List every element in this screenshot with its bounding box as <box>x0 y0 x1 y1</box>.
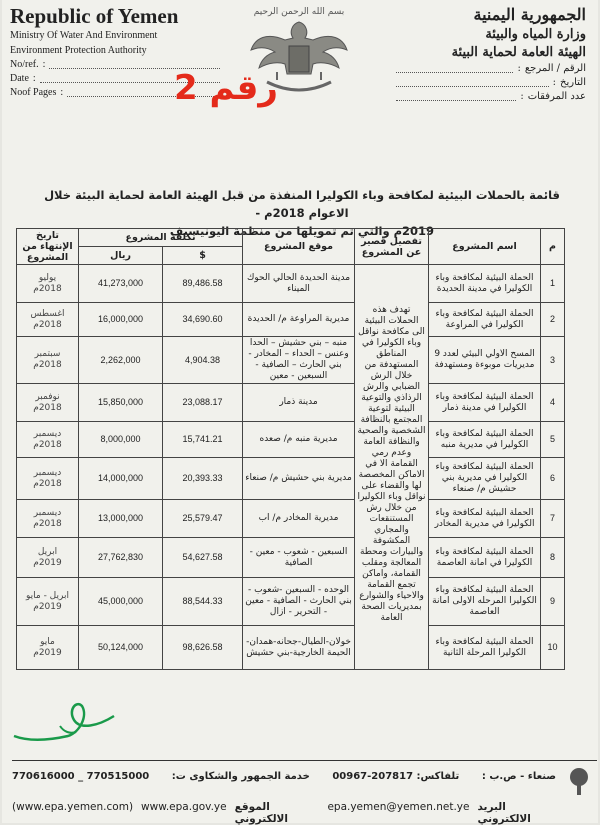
arabic-ministry: وزارة المياه والبيئة <box>485 27 586 42</box>
footer-phones: 770515000 _ 770616000 <box>12 771 150 782</box>
cell-end-date <box>17 458 79 500</box>
svg-text:بسم الله الرحمن الرحيم: بسم الله الرحمن الرحيم <box>253 7 345 17</box>
arabic-letterhead <box>396 4 586 104</box>
cell-no: 4 <box>541 384 565 422</box>
footer-email: epa.yemen@yemen.net.ye <box>327 801 470 813</box>
cell-name: المسح الاولي البيئي لعدد 9 مديريات موبوءة ومستهدفة <box>429 337 541 384</box>
arabic-republic: الجمهورية اليمنية <box>473 5 586 24</box>
table-row <box>17 265 565 303</box>
end-year: 2019م <box>33 647 62 658</box>
cell-yer: 45,000,000 <box>79 578 163 626</box>
cell-yer: 8,000,000 <box>79 422 163 458</box>
cell-name: الحملة البيئية لمكافحة وباء الكوليرا في مديرية المخادر <box>429 500 541 538</box>
cell-usd: 98,626.58 <box>163 626 243 670</box>
arabic-authority: الهيئة العامة لحماية البيئة <box>451 45 586 60</box>
cell-end-date <box>17 265 79 303</box>
cell-end-date <box>17 303 79 337</box>
end-month: نوفمبر <box>35 391 60 402</box>
cell-no: 10 <box>541 626 565 670</box>
cell-yer: 41,273,000 <box>79 265 163 303</box>
cell-end-date <box>17 578 79 626</box>
cell-usd: 89,486.58 <box>163 265 243 303</box>
end-month: ابريل - مايو <box>26 590 69 601</box>
table-row <box>17 578 565 626</box>
cell-location: مدينة ذمار <box>243 384 355 422</box>
footer <box>12 760 597 825</box>
cell-location: مديرية المخادر م/ اب <box>243 500 355 538</box>
end-year: 2018م <box>33 518 62 529</box>
document-page <box>2 0 598 823</box>
english-republic: Republic of Yemen <box>10 4 179 28</box>
cell-yer: 13,000,000 <box>79 500 163 538</box>
footer-fax: تلفاكس: 207817-00967 <box>332 771 460 782</box>
handwritten-signature <box>10 696 120 748</box>
cell-no: 7 <box>541 500 565 538</box>
table-row <box>17 538 565 578</box>
cell-usd: 34,690.60 <box>163 303 243 337</box>
cell-yer: 50,124,000 <box>79 626 163 670</box>
cell-no: 1 <box>541 265 565 303</box>
english-authority: Environment Protection Authority <box>10 45 147 56</box>
cell-location: منبه – بني حشيش – الحدا وعنس – الحداء – المخادر - بني الحارث – الصافية - السبعين - معين <box>243 337 355 384</box>
cell-no: 6 <box>541 458 565 500</box>
end-year: 2019م <box>33 601 62 612</box>
cell-usd: 25,579.47 <box>163 500 243 538</box>
col-header-location: موقع المشروع <box>243 229 355 265</box>
end-month: اغسطس <box>30 308 65 319</box>
table-row <box>17 422 565 458</box>
cell-name: الحملة البيئية لمكافحة وباء الكوليرا المرحلة الثانية <box>429 626 541 670</box>
cell-end-date <box>17 384 79 422</box>
end-month: ديسمبر <box>33 467 62 478</box>
end-year: 2018م <box>33 283 62 294</box>
end-month: ديسمبر <box>33 507 62 518</box>
cell-location: مديرية بني حشيش م/ صنعاء <box>243 458 355 500</box>
footer-address: صنعاء - ص.ب : <box>481 771 556 782</box>
cell-no: 3 <box>541 337 565 384</box>
cell-no: 9 <box>541 578 565 626</box>
footer-email-label: البريد الالكتروني <box>477 801 531 825</box>
cell-location: مدينة الحديدة الحالي الحوك الميناء <box>243 265 355 303</box>
cell-location: الوحده - السبعين -شعوب - بني الحارث - الصافية - معين - التحرير - ازال <box>243 578 355 626</box>
cell-no: 2 <box>541 303 565 337</box>
col-header-usd: $ <box>163 247 243 265</box>
cell-usd: 88,544.33 <box>163 578 243 626</box>
table-row <box>17 500 565 538</box>
cell-end-date <box>17 422 79 458</box>
red-number-annotation: رقم 2 <box>174 68 279 108</box>
footer-web-line <box>12 801 592 825</box>
cell-no: 8 <box>541 538 565 578</box>
document-title: قائمة بالحملات البيئية لمكافحة وباء الكوليرا المنفذة من قبل الهيئة العامة لحماية البيئة خلال الاعوام 2018م - 2019م والتي تم تمويلها من منظمة اليونيسيف <box>44 188 560 238</box>
cell-end-date <box>17 500 79 538</box>
cell-location: مديرية منبه م/ صعده <box>243 422 355 458</box>
cell-name: الحملة البيئية لمكافحة وباء الكوليرا في مديرية منبه <box>429 422 541 458</box>
arabic-ref-line: الرقم / المرجع : <box>396 62 586 76</box>
table-header-row <box>17 229 565 247</box>
table-row <box>17 337 565 384</box>
cell-usd: 54,627.58 <box>163 538 243 578</box>
end-year: 2019م <box>33 557 62 568</box>
col-header-no: م <box>541 229 565 265</box>
arabic-pages-line: عدد المرفقات : <box>396 90 586 104</box>
end-year: 2018م <box>33 360 62 370</box>
col-header-name: اسم المشروع <box>429 229 541 265</box>
table-row <box>17 384 565 422</box>
end-year: 2018م <box>33 439 62 450</box>
cell-name: الحملة البيئية لمكافحة وباء الكوليرا في امانة العاصمة <box>429 538 541 578</box>
cell-usd: 4,904.38 <box>163 337 243 384</box>
cell-end-date <box>17 626 79 670</box>
end-month: ديسمبر <box>33 428 62 439</box>
arabic-date-line: التاريخ : <box>396 76 586 90</box>
end-month: سبتمبر <box>34 349 61 359</box>
table-row <box>17 458 565 500</box>
cell-usd: 15,741.21 <box>163 422 243 458</box>
cell-name: الحملة البيئية لمكافحة وباء الكوليرا في المراوعة <box>429 303 541 337</box>
col-header-end-date: تاريخ الإنتهاء من المشروع <box>17 229 79 265</box>
cell-location: مديرية المراوعة م/ الحديدة <box>243 303 355 337</box>
cell-location: السبعين - شعوب - معين - الصافية <box>243 538 355 578</box>
cell-usd: 20,393.33 <box>163 458 243 500</box>
english-date-line: Date : <box>10 72 220 86</box>
projects-table <box>16 228 565 670</box>
english-ref-line: No/ref. : <box>10 58 220 72</box>
english-ministry: Ministry Of Water And Environment <box>10 30 158 41</box>
footer-site-label: الموقع الالكتروني <box>234 801 288 825</box>
cell-yer: 27,762,830 <box>79 538 163 578</box>
end-month: ابريل <box>37 546 58 557</box>
cell-yer: 16,000,000 <box>79 303 163 337</box>
footer-service: خدمة الجمهور والشكاوى ت: <box>171 771 310 782</box>
english-pages-line: Noof Pages : <box>10 86 220 100</box>
end-month: مايو <box>40 636 55 647</box>
col-header-yer: ريال <box>79 247 163 265</box>
cell-detail: تهدف هذه الحملات البيئية الى مكافحة نواقل وباء الكوليرا في المناطق المستهدفة من خلال الرش الضبابي والرش الرذاذي والتوعية البيئية لتوعية المجتمع بالنظافة الشخصية والصحية والنظافة العامة وعدم رمي القمامة الا في الاماكن المخصصة لها والقضاء على نواقل وباء الكوليرا من خلال رش المستنقعات والمجاري المكشوفة والبيارات ومحطة المعالجة ومقلب القمامة، واماكن تجمع القمامة والاحياء والشوارع بمديريات الصحة العامة <box>355 265 429 670</box>
cell-yer: 14,000,000 <box>79 458 163 500</box>
cell-no: 5 <box>541 422 565 458</box>
end-year: 2018م <box>33 402 62 413</box>
end-year: 2018م <box>33 319 62 330</box>
footer-site: www.epa.gov.ye <box>141 801 227 813</box>
cell-end-date <box>17 538 79 578</box>
end-month: يوليو <box>38 272 57 283</box>
table-row <box>17 303 565 337</box>
cell-location: خولان-الطيال-جحانه-همدان-الحيمة الخارجية-بني حشيش <box>243 626 355 670</box>
col-header-detail: تفصيل قصير عن المشروع <box>355 229 429 265</box>
col-header-cost: تكلفة المشروع <box>79 229 243 247</box>
cell-name: الحملة البيئية لمكافحة وباء الكوليرا في مدينة الحديدة <box>429 265 541 303</box>
cell-yer: 2,262,000 <box>79 337 163 384</box>
cell-name: الحملة البيئية لمكافحة وباء الكوليرا في مدينة ذمار <box>429 384 541 422</box>
footer-contact-line <box>12 771 592 782</box>
cell-end-date <box>17 337 79 384</box>
cell-name: الحملة البيئية لمكافحة وباء الكوليرا المرحله الاولى امانة العاصمة <box>429 578 541 626</box>
end-year: 2018م <box>33 478 62 489</box>
cell-name: الحملة البيئية لمكافحة وباء الكوليرا في مديرية بني حشيش م/ صنعاء <box>429 458 541 500</box>
cell-usd: 23,088.17 <box>163 384 243 422</box>
footer-site2: (www.epa.yemen.com) <box>12 801 134 813</box>
cell-yer: 15,850,000 <box>79 384 163 422</box>
table-row <box>17 626 565 670</box>
